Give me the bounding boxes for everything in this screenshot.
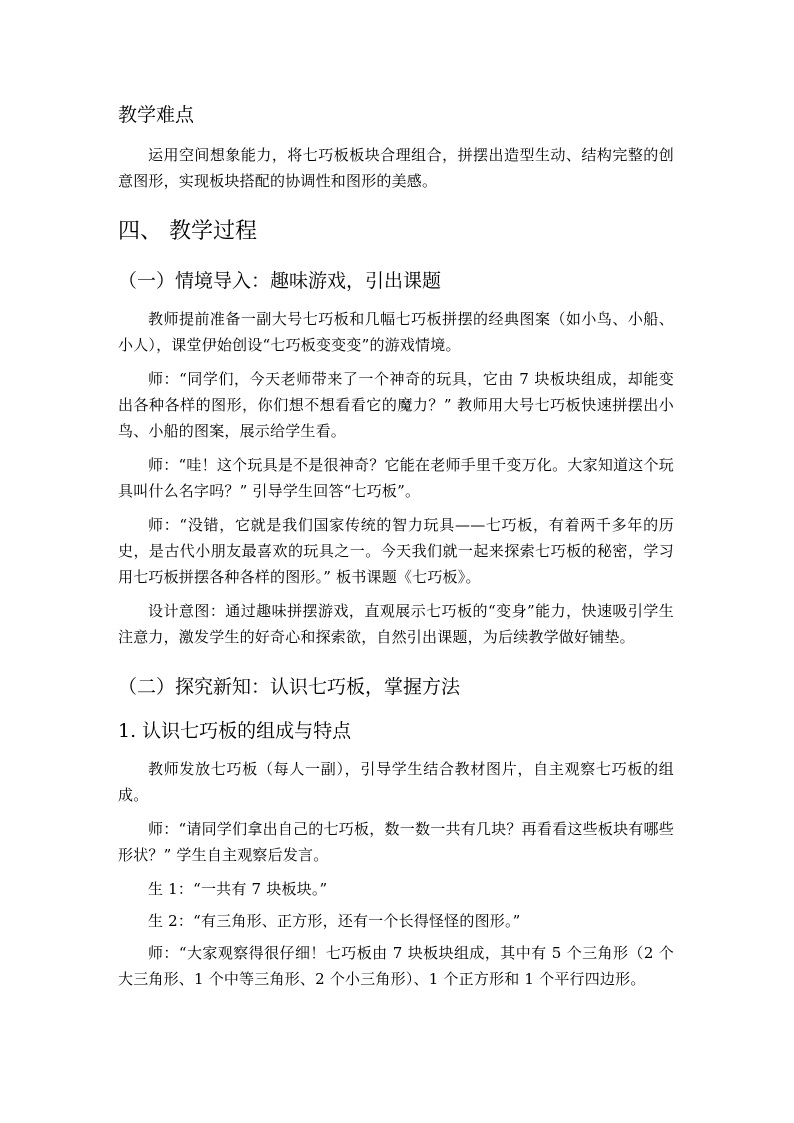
paragraph-intro-prep: 教师提前准备一副大号七巧板和几幅七巧板拼摆的经典图案（如小鸟、小船、小人），课堂伊始创设“七巧板变变变”的游戏情境。 — [118, 310, 674, 354]
heading-section-2: （二）探究新知：认识七巧板，掌握方法 — [118, 676, 461, 698]
paragraph-teacher-summary: 师：“大家观察得很仔细！七巧板由 7 块板块组成，其中有 5 个三角形（2 个大三角形、1 个中等三角形、2 个小三角形）、1 个正方形和 1 个平行四边形。 — [118, 944, 674, 988]
paragraph-student-2: 生 2：“有三角形、正方形，还有一个长得怪怪的图形。” — [148, 912, 521, 930]
heading-teaching-process: 四、 教学过程 — [118, 219, 257, 244]
heading-teaching-difficulty: 教学难点 — [118, 104, 195, 126]
paragraph-distribute-tangram: 教师发放七巧板（每人一副），引导学生结合教材图片，自主观察七巧板的组成。 — [118, 760, 674, 804]
paragraph-difficulty: 运用空间想象能力，将七巧板板块合理组合，拼摆出造型生动、结构完整的创意图形，实现板块搭配的协调性和图形的美感。 — [118, 146, 674, 190]
paragraph-student-1: 生 1：“一共有 7 块板块。” — [148, 880, 328, 898]
paragraph-teacher-line-1: 师：“同学们，今天老师带来了一个神奇的玩具，它由 7 块板块组成，却能变出各种各样的图形，你们想不想看看它的魔力？” 教师用大号七巧板快速拼摆出小鸟、小船的图案，展示给学生看。 — [118, 370, 674, 440]
paragraph-teacher-line-3: 师：“没错，它就是我们国家传统的智力玩具——七巧板，有着两千多年的历史，是古代小朋友最喜欢的玩具之一。今天我们就一起来探索七巧板的秘密，学习用七巧板拼摆各种各样的图形。” 板书课题《七巧板》。 — [118, 516, 674, 586]
paragraph-design-intent: 设计意图：通过趣味拼摆游戏，直观展示七巧板的“变身”能力，快速吸引学生注意力，激发学生的好奇心和探索欲，自然引出课题，为后续教学做好铺垫。 — [118, 602, 674, 646]
heading-subsection-1: 1. 认识七巧板的组成与特点 — [118, 720, 352, 742]
paragraph-teacher-line-2: 师：“哇！这个玩具是不是很神奇？它能在老师手里千变万化。大家知道这个玩具叫什么名字吗？” 引导学生回答“七巧板”。 — [118, 456, 674, 500]
paragraph-teacher-question: 师：“请同学们拿出自己的七巧板，数一数一共有几块？再看看这些板块有哪些形状？” 学生自主观察后发言。 — [118, 820, 674, 864]
heading-section-1: （一）情境导入：趣味游戏，引出课题 — [118, 270, 442, 292]
document-page — [118, 100, 674, 1000]
